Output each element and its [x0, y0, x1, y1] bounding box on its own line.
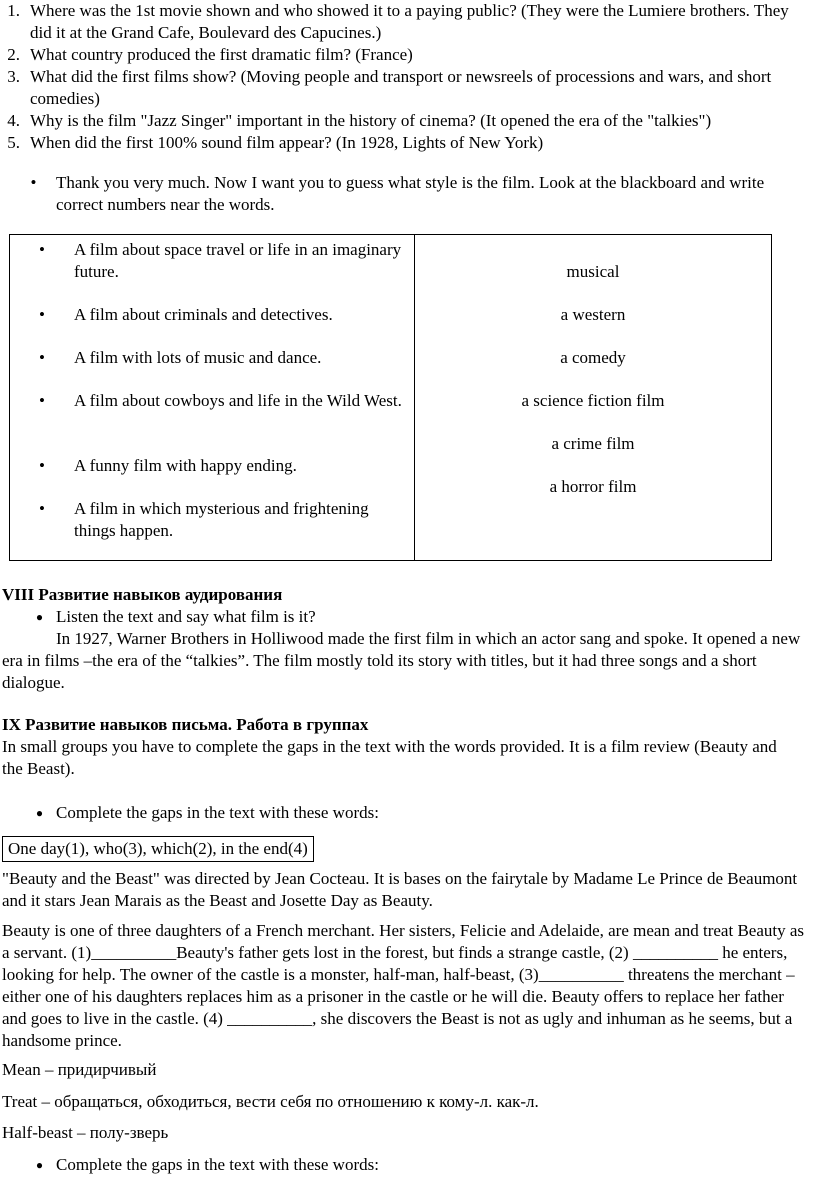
- bullet-icon: •: [39, 456, 45, 475]
- bullet-icon: •: [39, 240, 45, 259]
- section-8-bullet: [26, 606, 806, 628]
- description-item: [10, 390, 410, 412]
- question-list: [0, 0, 810, 154]
- list-item: [0, 0, 810, 44]
- description-text: A film about space travel or life in an imaginary future.: [74, 240, 402, 281]
- description-item: [10, 304, 410, 326]
- list-item: [0, 66, 810, 110]
- list-item: [0, 44, 810, 66]
- bullet-icon: ●: [35, 1158, 44, 1172]
- section-9-heading: IX Развитие навыков письма. Работа в группах: [2, 715, 369, 734]
- section-9-bullet: [26, 802, 806, 824]
- list-text: When did the first 100% sound film appear? (In 1928, Lights of New York): [30, 133, 544, 152]
- section-8-heading: VIII Развитие навыков аудирования: [2, 585, 283, 604]
- review-paragraph-1: "Beauty and the Beast" was directed by Jean Cocteau. It is bases on the fairytale by Madame Le Prince de Beaumont and it stars Jean Marais as the Beast and Josette Day as Beauty.: [2, 869, 798, 910]
- bullet-icon: •: [39, 348, 45, 367]
- description-text: A film about cowboys and life in the Wild West.: [74, 391, 402, 410]
- list-item: [0, 110, 810, 132]
- gloss-item: Mean – придирчивый: [2, 1060, 157, 1079]
- genre-item: a science fiction film: [521, 391, 665, 410]
- bullet-icon: ●: [35, 806, 44, 820]
- genre-item: a crime film: [551, 434, 635, 453]
- description-text: A film in which mysterious and frightening things happen.: [74, 499, 369, 540]
- list-number: 2.: [7, 45, 20, 64]
- section-9-bullet-text: Complete the gaps in the text with these words:: [56, 803, 379, 822]
- genre-item: a comedy: [560, 348, 626, 367]
- description-item: [10, 498, 410, 542]
- bullet-icon: •: [39, 391, 45, 410]
- list-text: Where was the 1st movie shown and who showed it to a paying public? (They were the Lumiere brothers. They did it at the Grand Cafe, Boulevard des Capucines.): [30, 1, 789, 42]
- genre-item: a western: [560, 305, 626, 324]
- section-9-intro: In small groups you have to complete the gaps in the text with the words provided. It is a film review (Beauty and the Beast).: [2, 737, 777, 778]
- list-number: 5.: [7, 133, 20, 152]
- matching-table: [9, 234, 772, 561]
- section-8-bullet-text: Listen the text and say what film is it?: [56, 607, 316, 626]
- gloss-item: Treat – обращаться, обходиться, вести себя по отношению к кому-л. как-л.: [2, 1092, 539, 1111]
- list-text: What country produced the first dramatic film? (France): [30, 45, 413, 64]
- list-number: 4.: [7, 111, 20, 130]
- genre-item: musical: [566, 262, 620, 281]
- guess-instruction: [20, 172, 800, 216]
- section-9-bullet-2: [26, 1154, 806, 1176]
- descriptions-column: [10, 235, 415, 560]
- description-text: A funny film with happy ending.: [74, 456, 297, 475]
- guess-instruction-text: Thank you very much. Now I want you to guess what style is the film. Look at the blackboard and write correct numbers near the words.: [56, 173, 765, 214]
- bullet-icon: •: [39, 305, 45, 324]
- list-number: 1.: [7, 1, 20, 20]
- description-item: [10, 239, 410, 283]
- description-item: [10, 347, 410, 369]
- bullet-icon: •: [39, 499, 45, 518]
- genres-column: [415, 235, 771, 560]
- word-box: One day(1), who(3), which(2), in the end(4): [2, 836, 314, 862]
- gloss-item: Half-beast – полу-зверь: [2, 1123, 169, 1142]
- bullet-icon: •: [30, 173, 37, 192]
- list-item: [0, 132, 810, 154]
- list-number: 3.: [7, 67, 20, 86]
- list-text: Why is the film "Jazz Singer" important in the history of cinema? (It opened the era of the "talkies"): [30, 111, 712, 130]
- list-text: What did the first films show? (Moving people and transport or newsreels of processions and wars, and short comedies): [30, 67, 772, 108]
- genre-item: a horror film: [549, 477, 637, 496]
- review-paragraph-2: Beauty is one of three daughters of a French merchant. Her sisters, Felicie and Adelaide, are mean and treat Beauty as a servant. (1)__________Beauty's father gets lost in the forest, but finds a strange castle, (2) __________ he enters, looking for help. The owner of the castle is a monster, half-man, half-beast, (3)__________ threatens the merchant – either one of his daughters replaces him as a prisoner in the castle or he will die. Beauty offers to replace her father and goes to live in the castle. (4) __________, she discovers the Beast is not as ugly and inhuman as he seems, but a handsome prince.: [2, 921, 805, 1050]
- section-8-paragraph: In 1927, Warner Brothers in Holliwood made the first film in which an actor sang and spoke. It opened a new era in films –the era of the “talkies”. The film mostly told its story with titles, but it had three songs and a short dialogue.: [2, 629, 801, 692]
- description-item: [10, 455, 410, 477]
- description-text: A film with lots of music and dance.: [74, 348, 322, 367]
- section-9-bullet-2-text: Complete the gaps in the text with these words:: [56, 1155, 379, 1174]
- bullet-icon: ●: [35, 610, 44, 624]
- description-text: A film about criminals and detectives.: [74, 305, 333, 324]
